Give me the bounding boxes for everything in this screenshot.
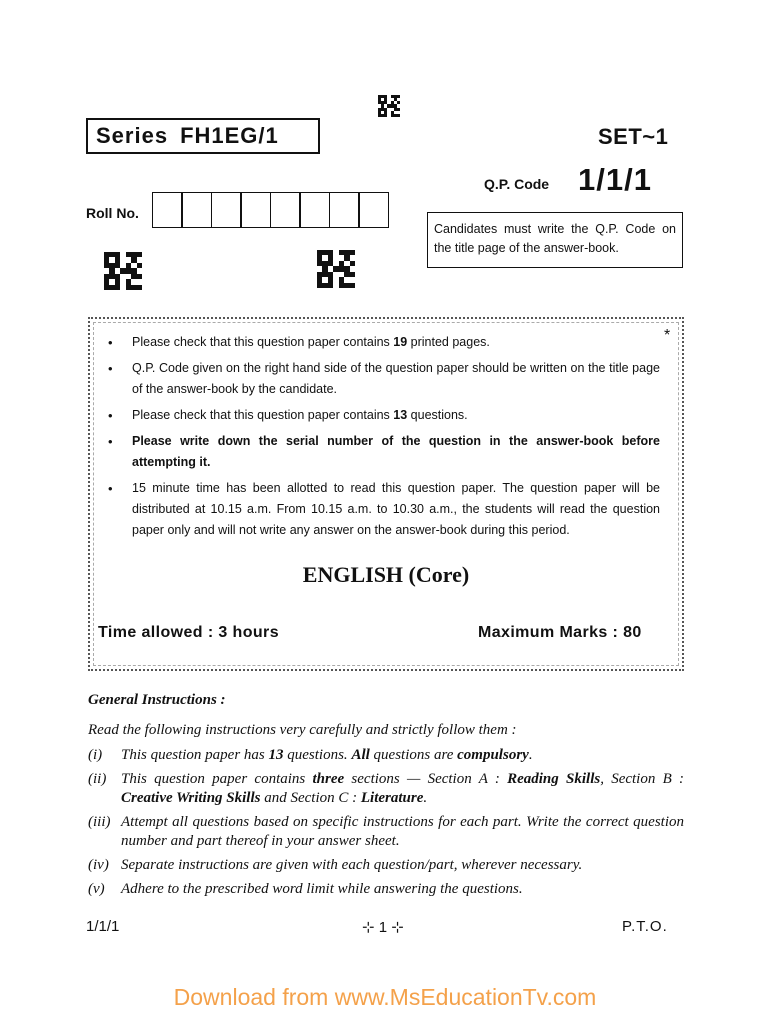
page-number: ⊹ 1 ⊹ [362,919,404,936]
item-text: This question paper has 13 questions. All questions are compulsory. [121,747,533,763]
qp-code: 1/1/1 [578,162,652,197]
roll-number-box[interactable] [240,192,271,228]
maximum-marks: Maximum Marks : 80 [478,624,642,641]
general-instruction-item [88,746,684,765]
instruction-bullets [108,332,660,546]
qr-code-left [104,252,142,290]
footer-code: 1/1/1 [86,918,120,935]
subject-title: ENGLISH (Core) [302,562,470,587]
item-number: (iii) [88,814,111,830]
item-text: Attempt all questions based on specific instructions for each part. Write the correct question number and part thereof in your answer sheet. [121,814,684,849]
general-instructions-intro: Read the following instructions very carefully and strictly follow them : [88,722,517,738]
bullet-dot: • [108,361,113,376]
set-label: SET~1 [598,124,669,149]
roll-number-box[interactable] [181,192,212,228]
bullet-text: Please check that this question paper contains 13 questions. [132,408,468,422]
series-box [86,118,320,154]
item-number: (v) [88,881,105,897]
roll-number-box[interactable] [152,192,183,228]
bullet-dot: • [108,481,113,496]
roll-number-box[interactable] [358,192,389,228]
download-watermark[interactable]: Download from www.MsEducationTv.com [173,984,597,1010]
qp-code-label: Q.P. Code [484,176,550,192]
instruction-bullet [108,405,660,426]
bullet-dot: • [108,408,113,423]
qr-code-top [378,95,400,117]
bullet-dot: • [108,434,113,449]
instruction-bullet [108,478,660,541]
general-instruction-item [88,880,684,899]
item-number: (i) [88,747,103,763]
roll-number-label: Roll No. [86,205,139,221]
roll-number-box[interactable] [211,192,242,228]
instruction-bullet [108,332,660,353]
pto-label: P.T.O. [622,918,668,935]
series-code: FH1EG/1 [180,123,279,148]
general-instructions-list [88,746,684,904]
instruction-bullet [108,358,660,400]
asterisk-mark: * [664,327,671,344]
roll-number-box[interactable] [270,192,301,228]
bullet-text: Please write down the serial number of the question in the answer-book before attempting it. [132,434,660,469]
bullet-dot: • [108,335,113,350]
roll-number-box[interactable] [299,192,330,228]
item-number: (iv) [88,857,109,873]
candidate-note: Candidates must write the Q.P. Code on the title page of the answer-book. [427,212,683,268]
item-text: Separate instructions are given with each question/part, wherever necessary. [121,857,583,873]
roll-number-boxes[interactable] [153,192,389,228]
item-number: (ii) [88,771,107,787]
general-instruction-item [88,856,684,875]
item-text: This question paper contains three sections — Section A : Reading Skills, Section B : Creative Writing Skills and Section C : Literature. [121,771,685,806]
bullet-text: Q.P. Code given on the right hand side of the question paper should be written on the title page of the answer-book by the candidate. [132,361,660,396]
bullet-text: Please check that this question paper contains 19 printed pages. [132,335,490,349]
qr-code-right [317,250,355,288]
item-text: Adhere to the prescribed word limit while answering the questions. [121,881,523,897]
series-label: Series [96,123,169,148]
instruction-bullet [108,431,660,473]
general-instructions-title: General Instructions : [88,692,226,708]
general-instruction-item [88,770,684,808]
time-allowed: Time allowed : 3 hours [98,624,279,641]
general-instruction-item [88,813,684,851]
roll-number-box[interactable] [329,192,360,228]
bullet-text: 15 minute time has been allotted to read this question paper. The question paper will be distributed at 10.15 a.m. From 10.15 a.m. to 10.30 a.m., the students will read the question paper only and will not write any answer on the answer-book during this period. [132,481,660,537]
